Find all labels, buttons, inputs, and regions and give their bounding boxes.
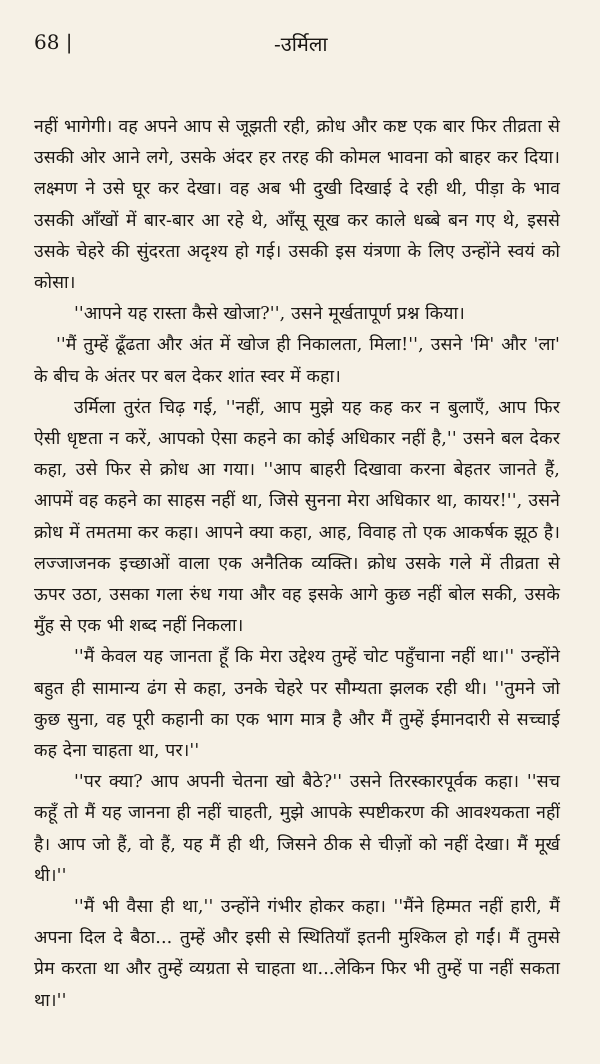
paragraph: ''पर क्या? आप अपनी चेतना खो बैठे?'' उसने तिरस्कारपूर्वक कहा। ''सच कहूँ तो मैं यह जानना ही नहीं चाहती, मुझे आपके स्पष्टीकरण की आवश्यकता नहीं है। आप जो हैं, वो हैं, यह मैं ही थी, जिसने ठीक से चीज़ों को नहीं देखा। मैं मूर्ख थी।'' <box>34 772 560 886</box>
page-number: 68 | <box>34 30 73 54</box>
body-text <box>34 112 560 1017</box>
paragraph: ''आपने यह रास्ता कैसे खोजा?'', उसने मूर्खतापूर्ण प्रश्न किया। <box>74 304 465 325</box>
page-header <box>34 26 560 62</box>
running-title: -उर्मिला <box>274 32 328 56</box>
paragraph: उर्मिला तुरंत चिढ़ गई, ''नहीं, आप मुझे यह कह कर न बुलाएँ, आप फिर ऐसी धृष्टता न करें, आपको ऐसा कहने का कोई अधिकार नहीं है,'' उसने बल देकर कहा, उसे फिर से क्रोध आ गया। ''आप बाहरी दिखावा करना बेहतर जानते हैं, आपमें वह कहने का साहस नहीं था, जिसे सुनना मेरा अधिकार था, कायर!'', उसने क्रोध में तमतमा कर कहा। आपने क्या कहा, आह, विवाह तो एक आकर्षक झूठ है। लज्जाजनक इच्छाओं वाला एक अनैतिक व्यक्ति। क्रोध उसके गले में तीव्रता से ऊपर उठा, उसका गला रुंध गया और वह इसके आगे कुछ नहीं बोल सकी, उसके मुँह से एक भी शब्द नहीं निकला। <box>34 397 560 637</box>
paragraph: नहीं भागेगी। वह अपने आप से जूझती रही, क्रोध और कष्ट एक बार फिर तीव्रता से उसकी ओर आने लगे, उसके अंदर हर तरह की कोमल भावना को बाहर कर दिया। लक्ष्मण ने उसे घूर कर देखा। वह अब भी दुखी दिखाई दे रही थी, पीड़ा के भाव उसकी आँखों में बार-बार आ रहे थे, आँसू सूख कर काले धब्बे बन गए थे, इससे उसके चेहरे की सुंदरता अदृश्य हो गई। उसकी इस यंत्रणा के लिए उन्होंने स्वयं को कोसा। <box>34 117 560 294</box>
paragraph: ''मैं भी वैसा ही था,'' उन्होंने गंभीर होकर कहा। ''मैंने हिम्मत नहीं हारी, मैं अपना दिल दे बैठा... तुम्हें और इसी से स्थितियाँ इतनी मुश्किल हो गईं। मैं तुमसे प्रेम करता था और तुम्हें व्यग्रता से चाहता था...लेकिन फिर भी तुम्हें पा नहीं सकता था।'' <box>34 897 560 1011</box>
paragraph: ''मैं केवल यह जानता हूँ कि मेरा उद्देश्य तुम्हें चोट पहुँचाना नहीं था।'' उन्होंने बहुत ही सामान्य ढंग से कहा, उनके चेहरे पर सौम्यता झलक रही थी। ''तुमने जो कुछ सुना, वह पूरी कहानी का एक भाग मात्र है और मैं तुम्हें ईमानदारी से सच्चाई कह देना चाहता था, पर।'' <box>34 647 560 762</box>
paragraph: ''मैं तुम्हें ढूँढता और अंत में खोज ही निकालता, मिला!'', उसने 'मि' और 'ला' के बीच के अंतर पर बल देकर शांत स्वर में कहा। <box>34 335 560 387</box>
